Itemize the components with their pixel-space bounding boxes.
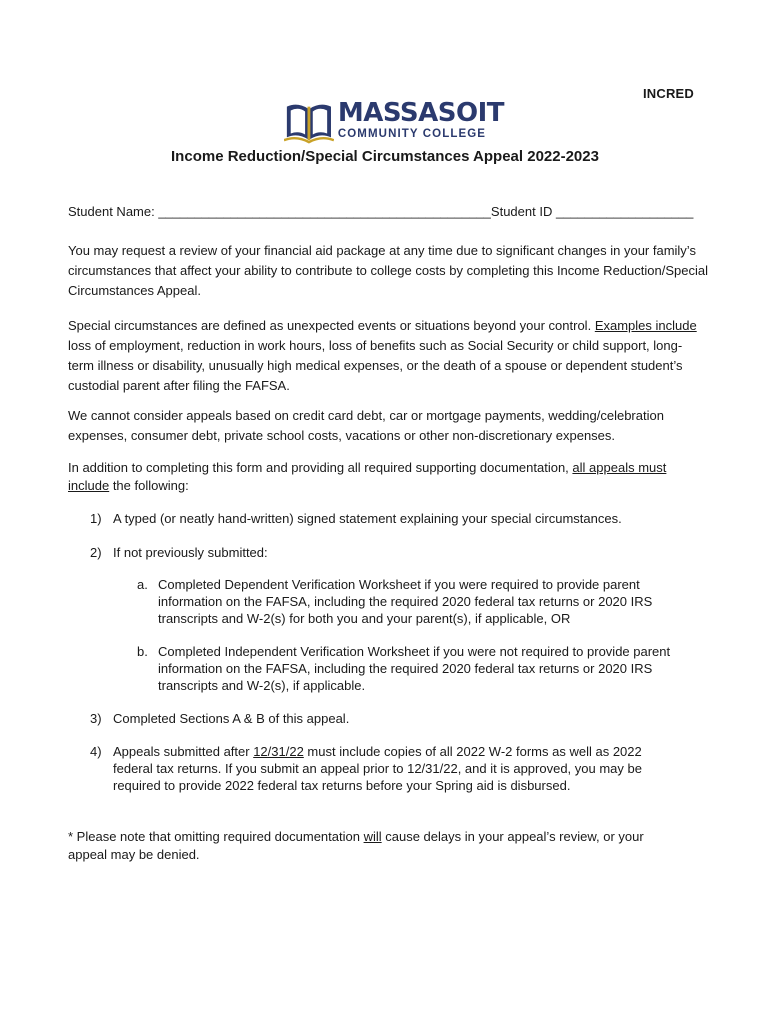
book-logo-icon	[284, 100, 334, 144]
form-code: INCRED	[642, 86, 694, 101]
sub-list-letter: b.	[137, 644, 148, 659]
logo-name: MASSASOIT	[337, 98, 504, 128]
list-text-b: must include copies of all 2022 W-2 forms as well as 2022 federal tax returns. If you submit an appeal prior to 12/31/22, and it is approved, you may be required to provide 2022 federal tax returns before your Spring aid is disbursed.	[113, 744, 642, 793]
intro-paragraph: You may request a review of your financial aid package at any time due to significant changes in your family’s circumstances that affect your ability to contribute to college costs by completing this Income Reduction/Special Circumstances Appeal.	[68, 243, 708, 298]
sub-list-text: Completed Independent Verification Worksheet if you were not required to provide parent information on the FAFSA, including the required 2020 federal tax returns or 2020 IRS transcripts and W-2(s), if applicable.	[158, 644, 671, 693]
student-info-line: Student Name: ______________________________________________Student ID ___________________	[68, 204, 694, 219]
warning-note	[68, 828, 668, 864]
list-item	[90, 510, 690, 527]
note-text-underlined: will	[363, 829, 382, 844]
page-title: Income Reduction/Special Circumstances Appeal 2022-2023	[171, 148, 599, 165]
sub-list-letter: a.	[137, 577, 148, 592]
list-item	[90, 544, 690, 561]
list-number: 4)	[90, 744, 102, 759]
list-number: 2)	[90, 545, 102, 560]
cannot-consider-paragraph: We cannot consider appeals based on credit card debt, car or mortgage payments, wedding/celebration expenses, consumer debt, private school costs, vacations or other non-discretionary expenses.	[68, 408, 664, 443]
sub-list-text: Completed Dependent Verification Worksheet if you were required to provide parent information on the FAFSA, including the required 2020 federal tax returns or 2020 IRS transcripts and W-2(s) for both you and your parent(s), if applicable, OR	[158, 577, 653, 626]
list-item	[90, 743, 670, 794]
list-text: A typed (or neatly hand-written) signed statement explaining your special circumstances.	[113, 511, 622, 526]
deadline-date: 12/31/22	[253, 744, 304, 759]
note-text-a: * Please note that omitting required documentation	[68, 829, 364, 844]
requirements-intro-paragraph	[68, 459, 708, 495]
note-text-b: cause delays in your appeal’s review, or your appeal may be denied.	[68, 829, 644, 862]
list-text: If not previously submitted:	[113, 545, 268, 560]
sub-list-item	[137, 576, 692, 627]
list-item	[90, 710, 690, 727]
list-number: 1)	[90, 511, 102, 526]
addition-text-underlined: all appeals must include	[68, 460, 667, 493]
list-text-a: Appeals submitted after	[113, 744, 254, 759]
special-text-a: Special circumstances are defined as unexpected events or situations beyond your control.	[68, 318, 595, 333]
special-text-underlined: Examples include	[594, 318, 697, 333]
list-text	[113, 743, 670, 794]
logo-subtitle: COMMUNITY COLLEGE	[337, 128, 487, 140]
college-logo	[284, 100, 504, 144]
sub-list-item	[137, 643, 692, 694]
special-circumstances-paragraph	[68, 316, 708, 396]
addition-text-b: the following:	[109, 478, 189, 493]
list-text: Completed Sections A & B of this appeal.	[113, 711, 350, 726]
list-number: 3)	[90, 711, 102, 726]
special-text-b: loss of employment, reduction in work hours, loss of benefits such as Social Security or child support, long-term illness or disability, unusually high medical expenses, or the death of a spouse or dependent student’s custodial parent after filing the FAFSA.	[68, 338, 683, 393]
addition-text-a: In addition to completing this form and providing all required supporting documentation,	[68, 460, 573, 475]
